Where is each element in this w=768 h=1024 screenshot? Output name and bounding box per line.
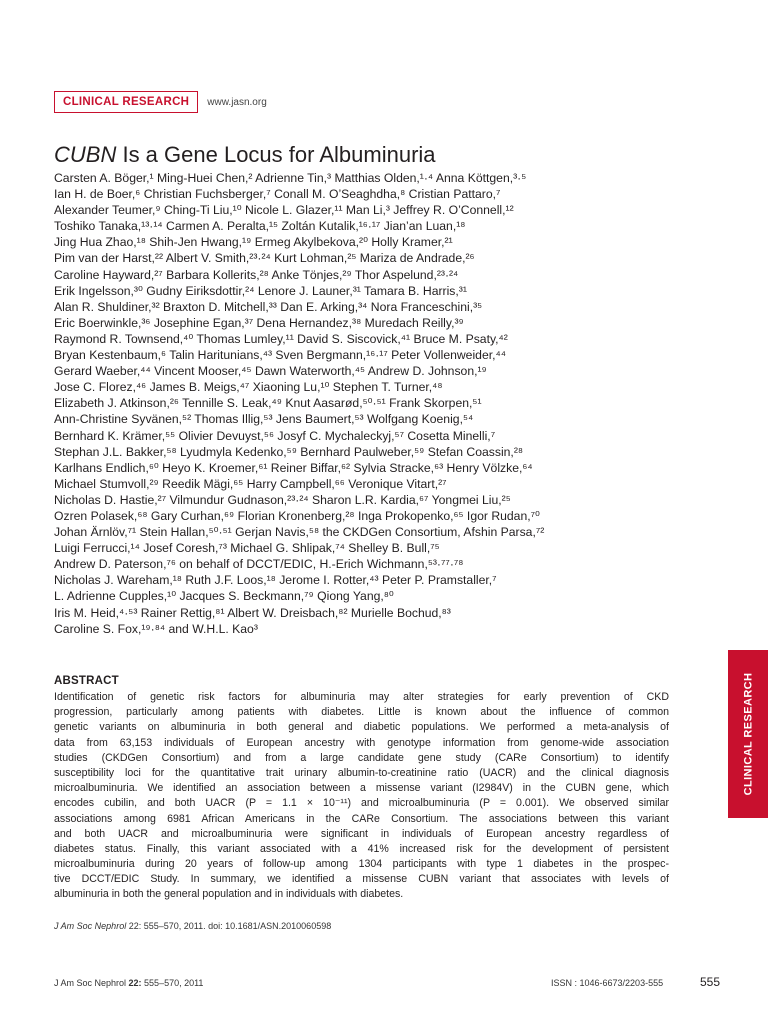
author-line: Bryan Kestenbaum,⁶ Talin Haritunians,⁴³ Sven Bergmann,¹⁶·¹⁷ Peter Vollenweider,⁴⁴ <box>54 348 506 363</box>
author-line: Eric Boerwinkle,³⁶ Josephine Egan,³⁷ Dena Hernandez,³⁸ Muredach Reilly,³⁹ <box>54 315 464 330</box>
abstract-line: data from 63,153 individuals of European ancestry with genotype information from genome-wide association <box>54 736 669 749</box>
section-header <box>54 91 267 113</box>
abstract-line: microalbuminuria. We identified an association between a missense variant (I2984V) in the CUBN gene, which <box>54 782 669 795</box>
author-line: Ozren Polasek,⁶⁸ Gary Curhan,⁶⁹ Florian Kronenberg,²⁸ Inga Prokopenko,⁶⁵ Igor Rudan,⁷⁰ <box>54 508 540 523</box>
abstract-line: associations among 6981 African Americans in the CARe Consortium. The associations between this variant <box>54 812 669 825</box>
footer-journal <box>54 978 203 988</box>
author-line: Jose C. Florez,⁴⁶ James B. Meigs,⁴⁷ Xiaoning Lu,¹⁰ Stephen T. Turner,⁴⁸ <box>54 380 443 395</box>
author-line: Ann-Christine Syvänen,⁵² Thomas Illig,⁵³ Jens Baumert,⁵³ Wolfgang Koenig,⁵⁴ <box>54 412 474 427</box>
footer-journal-name: J Am Soc Nephrol <box>54 978 129 988</box>
page-number: 555 <box>700 975 721 989</box>
abstract-line: susceptibility loci for the quantitative trait urinary albumin-to-creatinine ratio (UACR) and the clinical diagnosis <box>54 766 669 779</box>
citation <box>54 921 331 931</box>
author-line: Michael Stumvoll,²⁹ Reedik Mägi,⁶⁵ Harry Campbell,⁶⁶ Veronique Vitart,²⁷ <box>54 476 447 491</box>
abstract-line: microalbuminuria during 20 years of follow-up among 1304 participants with type 1 diabetes in the prospec- <box>54 858 669 871</box>
author-line: Toshiko Tanaka,¹³·¹⁴ Carmen A. Peralta,¹⁵ Zoltán Kutalik,¹⁶·¹⁷ Jian’an Luan,¹⁸ <box>54 219 466 234</box>
abstract-line: progression, particularly among patients with diabetes. Little is known about the influence of common <box>54 706 669 719</box>
journal-url[interactable]: www.jasn.org <box>207 96 267 108</box>
author-line: Elizabeth J. Atkinson,²⁶ Tennille S. Leak,⁴⁹ Knut Aasarød,⁵⁰·⁵¹ Frank Skorpen,⁵¹ <box>54 396 482 411</box>
author-line: Carsten A. Böger,¹ Ming-Huei Chen,² Adrienne Tin,³ Matthias Olden,¹·⁴ Anna Köttgen,³·⁵ <box>54 171 527 185</box>
author-line: Nicholas D. Hastie,²⁷ Vilmundur Gudnason,²³·²⁴ Sharon L.R. Kardia,⁶⁷ Yongmei Liu,²⁵ <box>54 492 511 507</box>
author-line: Johan Ärnlöv,⁷¹ Stein Hallan,⁵⁰·⁵¹ Gerjan Navis,⁵⁸ the CKDGen Consortium, Afshin Parsa,⁷² <box>54 525 545 540</box>
footer-pages: 555–570, 2011 <box>141 978 204 988</box>
citation-details: 22: 555–570, 2011. doi: 10.1681/ASN.2010060598 <box>126 921 332 931</box>
abstract-line: albuminuria in both the general population and in individuals with diabetes. <box>54 888 404 901</box>
author-line: Pim van der Harst,²² Albert V. Smith,²³·²⁴ Kurt Lohman,²⁵ Mariza de Andrade,²⁶ <box>54 251 475 266</box>
author-line: Luigi Ferrucci,¹⁴ Josef Coresh,⁷³ Michael G. Shlipak,⁷⁴ Shelley B. Bull,⁷⁵ <box>54 541 440 556</box>
author-line: Gerard Waeber,⁴⁴ Vincent Mooser,⁴⁵ Dawn Waterworth,⁴⁵ Andrew D. Johnson,¹⁹ <box>54 364 487 379</box>
footer-volume: 22: <box>128 978 142 988</box>
abstract-heading: ABSTRACT <box>54 675 119 687</box>
abstract-line: tive DCCT/EDIC Study. In summary, we identified a missense CUBN variant that associates with levels of <box>54 873 669 886</box>
author-list <box>54 170 674 637</box>
author-line: Erik Ingelsson,³⁰ Gudny Eiriksdottir,²⁴ Lenore J. Launer,³¹ Tamara B. Harris,³¹ <box>54 283 467 298</box>
side-tab-label: CLINICAL RESEARCH <box>742 672 754 796</box>
title-rest: Is a Gene Locus for Albuminuria <box>116 142 436 167</box>
author-line: Stephan J.L. Bakker,⁵⁸ Lyudmyla Kedenko,⁵⁹ Bernhard Paulweber,⁵⁹ Stefan Coassin,²⁸ <box>54 444 524 459</box>
title-gene: CUBN <box>54 142 117 167</box>
side-tab <box>728 650 768 818</box>
author-line: Karlhans Endlich,⁶⁰ Heyo K. Kroemer,⁶¹ Reiner Biffar,⁶² Sylvia Stracke,⁶³ Henry Völzke,⁶⁴ <box>54 460 533 475</box>
author-line: Alexander Teumer,⁹ Ching-Ti Liu,¹⁰ Nicole L. Glazer,¹¹ Man Li,³ Jeffrey R. O’Connell,¹² <box>54 203 514 218</box>
abstract-line: diabetes status. Finally, this variant associated with a 41% increased risk for the development of persistent <box>54 842 669 855</box>
author-line: Caroline Hayward,²⁷ Barbara Kollerits,²⁸ Anke Tönjes,²⁹ Thor Aspelund,²³·²⁴ <box>54 267 459 282</box>
abstract-body <box>54 690 669 903</box>
author-line: L. Adrienne Cupples,¹⁰ Jacques S. Beckmann,⁷⁹ Qiong Yang,⁸⁰ <box>54 589 394 604</box>
abstract-line: encodes cubilin, and both UACR (P = 1.1 × 10⁻¹¹) and microalbuminuria (P = 0.001). We observed similar <box>54 797 669 810</box>
author-line: Jing Hua Zhao,¹⁸ Shih-Jen Hwang,¹⁹ Ermeg Akylbekova,²⁰ Holly Kramer,²¹ <box>54 235 453 250</box>
author-line: Raymond R. Townsend,⁴⁰ Thomas Lumley,¹¹ David S. Siscovick,⁴¹ Bruce M. Psaty,⁴² <box>54 331 508 346</box>
author-line: Andrew D. Paterson,⁷⁶ on behalf of DCCT/EDIC, H.-Erich Wichmann,⁵³·⁷⁷·⁷⁸ <box>54 557 464 572</box>
abstract-line: Identification of genetic risk factors for albuminuria may alter strategies for early prevention of CKD <box>54 691 669 703</box>
author-line: Caroline S. Fox,¹⁹·⁸⁴ and W.H.L. Kao³ <box>54 621 258 636</box>
citation-journal: J Am Soc Nephrol <box>54 921 127 931</box>
author-line: Ian H. de Boer,⁶ Christian Fuchsberger,⁷ Conall M. O’Seaghdha,⁸ Cristian Pattaro,⁷ <box>54 187 501 202</box>
author-line: Iris M. Heid,⁴·⁵³ Rainer Rettig,⁸¹ Albert W. Dreisbach,⁸² Murielle Bochud,⁸³ <box>54 605 451 620</box>
abstract-line: genetic variants on albuminuria in both general and diabetic populations. We performed a meta-analysis of <box>54 721 669 734</box>
section-badge: CLINICAL RESEARCH <box>54 91 198 113</box>
abstract-line: and both UACR and microalbuminuria were significant in individuals of European ancestry regardless of <box>54 827 669 840</box>
author-line: Nicholas J. Wareham,¹⁸ Ruth J.F. Loos,¹⁸ Jerome I. Rotter,⁴³ Peter P. Pramstaller,⁷ <box>54 573 497 588</box>
footer-issn: ISSN : 1046-6673/2203-555 <box>551 978 664 988</box>
abstract-line: studies (CKDGen Consortium) and from a large candidate gene study (CARe Consortium) to identify <box>54 751 669 764</box>
author-line: Alan R. Shuldiner,³² Braxton D. Mitchell,³³ Dan E. Arking,³⁴ Nora Franceschini,³⁵ <box>54 299 483 314</box>
article-title <box>54 141 436 169</box>
author-line: Bernhard K. Krämer,⁵⁵ Olivier Devuyst,⁵⁶ Josyf C. Mychaleckyj,⁵⁷ Cosetta Minelli,⁷ <box>54 428 496 443</box>
